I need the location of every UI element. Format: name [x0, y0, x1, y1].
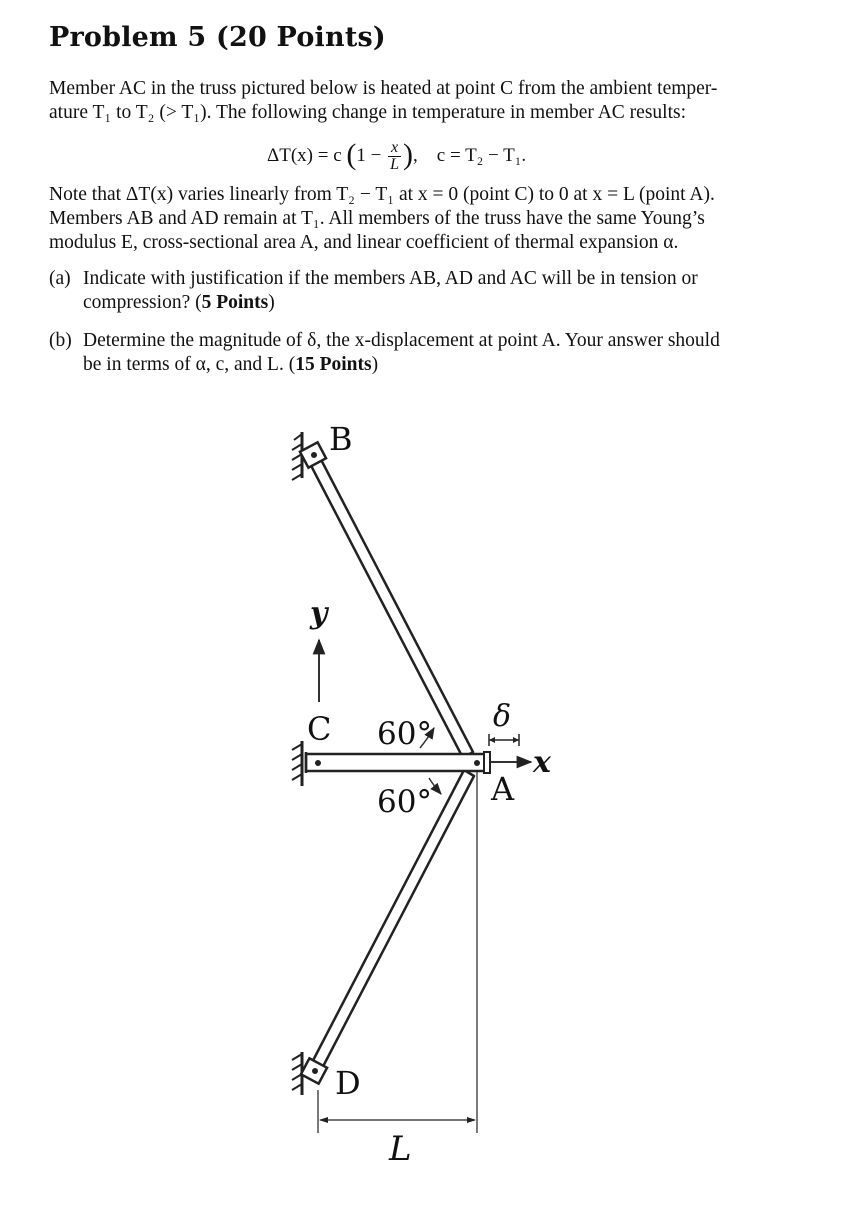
equation-lhs: ΔT(x) = c	[267, 145, 342, 166]
label-delta: δ	[493, 699, 512, 734]
part-a-close: )	[268, 292, 275, 313]
right-paren: )	[403, 138, 414, 171]
delta-dimension	[489, 734, 519, 746]
label-a: A	[491, 770, 515, 808]
pin-a	[474, 760, 480, 766]
note-line-2: Members AB and AD remain at T₁. All members of the truss have the same Young’s	[49, 208, 705, 229]
part-a-line-2: compression? (	[83, 292, 202, 313]
a-end-cap	[484, 752, 490, 773]
intro-line-1: Member AC in the truss pictured below is heated at point C from the ambient temper-	[49, 78, 718, 99]
label-b: B	[329, 420, 353, 458]
part-a-label: (a)	[49, 268, 71, 289]
fraction-numerator: x	[388, 140, 401, 157]
note-line-3: modulus E, cross-sectional area A, and linear coefficient of thermal expansion α.	[49, 232, 679, 253]
label-y-axis: y	[310, 596, 328, 631]
label-angle-lower: 60°	[377, 784, 432, 820]
label-l-dimension: L	[389, 1129, 412, 1169]
note-line-1: Note that ΔT(x) varies linearly from T₂ − T₁ at x = 0 (point C) to 0 at x = L (point A).	[49, 184, 715, 205]
label-d: D	[335, 1064, 361, 1102]
part-a-line-1: Indicate with justification if the members AB, AD and AC will be in tension or	[83, 268, 698, 289]
member-ac	[306, 754, 488, 771]
label-x-axis: x	[533, 745, 551, 780]
part-b-points: 15 Points	[295, 354, 372, 375]
part-b-line-2: be in terms of α, c, and L. (	[83, 354, 296, 375]
label-angle-upper: 60°	[377, 716, 432, 752]
label-c: C	[307, 710, 332, 748]
part-b-label: (b)	[49, 330, 72, 351]
equation-rhs: c = T₂ − T₁.	[436, 145, 527, 166]
part-b-line-1: Determine the magnitude of δ, the x-displacement at point A. Your answer should	[83, 330, 720, 351]
fraction-denominator: L	[390, 156, 400, 174]
left-paren: (	[346, 138, 357, 171]
intro-line-2: ature T₁ to T₂ (> T₁). The following change in temperature in member AC results:	[49, 102, 687, 123]
problem-title: Problem 5 (20 Points)	[49, 22, 386, 53]
part-b-close: )	[371, 354, 379, 375]
part-a-points: 5 Points	[201, 292, 269, 313]
temperature-equation: ΔT(x) = c (1 − $\frac{x}{L}$ ), c = T₂ − T₁.	[267, 138, 527, 174]
equation-one-minus: 1 −	[356, 145, 382, 166]
